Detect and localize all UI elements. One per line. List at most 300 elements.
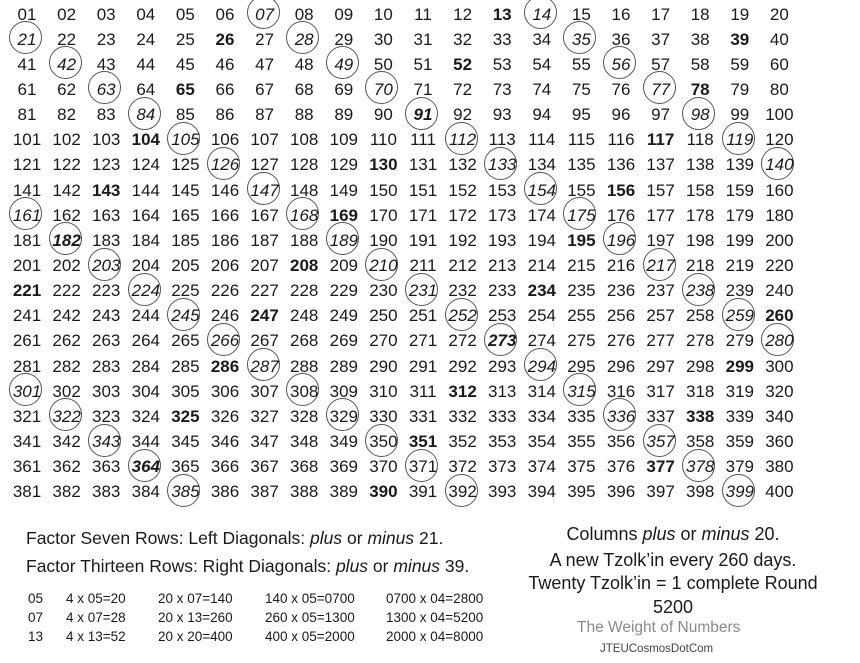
grid-number: 22 bbox=[57, 29, 77, 49]
grid-number: 194 bbox=[527, 230, 556, 250]
grid-number-circled: 140 bbox=[759, 152, 799, 177]
grid-number: 95 bbox=[571, 105, 591, 125]
table-cell: 4 x 05=20 bbox=[66, 591, 126, 606]
grid-number: 53 bbox=[492, 54, 512, 74]
grid-number: 18 bbox=[690, 4, 710, 24]
grid-number-circled: 84 bbox=[126, 102, 166, 127]
grid-number: 157 bbox=[646, 180, 675, 200]
grid-number: 340 bbox=[765, 406, 794, 426]
grid-number: 307 bbox=[250, 381, 279, 401]
grid-number: 169 bbox=[329, 205, 358, 225]
grid-number: 128 bbox=[290, 155, 319, 175]
grid-number: 291 bbox=[408, 356, 438, 376]
grid-number: 199 bbox=[725, 230, 754, 250]
grid-number: 43 bbox=[96, 54, 116, 74]
grid-number-circled: 210 bbox=[363, 253, 403, 278]
grid-number: 172 bbox=[448, 205, 477, 225]
grid-number: 297 bbox=[646, 356, 675, 376]
grid-number: 29 bbox=[334, 29, 354, 49]
grid-number: 365 bbox=[171, 457, 200, 477]
grid-number-circled: 329 bbox=[324, 404, 364, 429]
grid-number: 111 bbox=[410, 130, 436, 150]
grid-number: 117 bbox=[646, 130, 675, 150]
grid-number: 02 bbox=[57, 4, 77, 24]
grid-number: 80 bbox=[769, 79, 789, 99]
grid-number: 327 bbox=[250, 406, 279, 426]
grid-number: 66 bbox=[215, 79, 235, 99]
grid-number: 271 bbox=[408, 331, 438, 351]
grid-number: 113 bbox=[488, 130, 516, 150]
grid-number: 317 bbox=[646, 381, 675, 401]
grid-number-circled: 196 bbox=[601, 228, 641, 253]
grid-number: 212 bbox=[448, 256, 477, 275]
grid-number: 74 bbox=[532, 79, 552, 99]
grid-number: 173 bbox=[488, 205, 517, 225]
grid-number: 358 bbox=[686, 432, 715, 452]
grid-number: 305 bbox=[171, 381, 200, 401]
grid-number: 366 bbox=[210, 457, 240, 477]
grid-number-circled: 77 bbox=[641, 77, 681, 102]
grid-number-circled: 126 bbox=[205, 152, 245, 177]
table-cell: 2000 x 04=8000 bbox=[386, 629, 484, 644]
grid-number: 391 bbox=[408, 482, 438, 502]
grid-number: 58 bbox=[690, 54, 710, 74]
grid-number: 286 bbox=[210, 356, 240, 376]
grid-number: 159 bbox=[725, 180, 754, 200]
grid-number: 83 bbox=[96, 105, 116, 125]
grid-number-circled: 336 bbox=[601, 404, 641, 429]
grid-number: 193 bbox=[488, 230, 517, 250]
grid-number: 149 bbox=[329, 180, 358, 200]
grid-number: 237 bbox=[646, 281, 675, 301]
grid-number: 202 bbox=[52, 256, 81, 275]
grid-number: 299 bbox=[725, 356, 754, 376]
grid-number: 359 bbox=[725, 432, 754, 452]
grid-number: 76 bbox=[611, 79, 631, 99]
grid-number: 232 bbox=[448, 281, 477, 301]
grid-number: 178 bbox=[686, 205, 715, 225]
grid-number-circled: 56 bbox=[601, 52, 641, 77]
grid-number: 11 bbox=[414, 4, 432, 24]
grid-number: 107 bbox=[250, 130, 279, 150]
grid-number: 184 bbox=[131, 230, 160, 250]
grid-number: 121 bbox=[12, 155, 42, 175]
grid-number-circled: 203 bbox=[86, 253, 126, 278]
table-cell: 260 x 05=1300 bbox=[265, 610, 355, 625]
grid-number: 127 bbox=[250, 155, 279, 175]
grid-number: 57 bbox=[651, 54, 671, 74]
grid-number: 47 bbox=[255, 54, 275, 74]
table-cell: 0700 x 04=2800 bbox=[386, 591, 484, 606]
grid-number: 165 bbox=[171, 205, 200, 225]
grid-number: 292 bbox=[448, 356, 477, 376]
grid-number: 45 bbox=[175, 54, 195, 74]
grid-number: 138 bbox=[686, 155, 715, 175]
grid-number: 312 bbox=[448, 381, 477, 401]
grid-number: 260 bbox=[765, 306, 794, 326]
grid-number: 185 bbox=[171, 230, 200, 250]
grid-number: 377 bbox=[646, 457, 675, 477]
grid-number: 379 bbox=[725, 457, 754, 477]
grid-number: 207 bbox=[250, 256, 279, 275]
grid-number: 03 bbox=[96, 4, 116, 24]
grid-number: 326 bbox=[210, 406, 240, 426]
grid-number: 239 bbox=[725, 281, 754, 301]
grid-number: 201 bbox=[12, 256, 42, 275]
grid-number: 88 bbox=[294, 105, 314, 125]
grid-number: 356 bbox=[606, 432, 636, 452]
grid-number: 04 bbox=[136, 4, 156, 24]
grid-number-circled: 364 bbox=[126, 454, 166, 479]
table-cell: 4 x 07=28 bbox=[66, 610, 126, 625]
tzolkin-note: A new Tzolk’in every 260 days. bbox=[549, 550, 797, 570]
grid-number: 295 bbox=[567, 356, 596, 376]
grid-number: 118 bbox=[686, 130, 714, 150]
grid-number: 361 bbox=[12, 457, 42, 477]
grid-number: 253 bbox=[488, 306, 517, 326]
grid-number-circled: 07 bbox=[245, 2, 285, 27]
grid-number: 388 bbox=[290, 482, 319, 502]
grid-number: 97 bbox=[651, 105, 671, 125]
grid-number: 298 bbox=[686, 356, 715, 376]
grid-number: 152 bbox=[448, 180, 477, 200]
grid-number-circled: 392 bbox=[443, 479, 483, 504]
grid-number: 319 bbox=[725, 381, 754, 401]
grid-number: 334 bbox=[527, 406, 556, 426]
grid-number: 300 bbox=[765, 356, 794, 376]
grid-number: 302 bbox=[52, 381, 81, 401]
grid-number: 276 bbox=[606, 331, 636, 351]
grid-number: 332 bbox=[448, 406, 477, 426]
grid-number: 123 bbox=[92, 155, 121, 175]
grid-number: 269 bbox=[329, 331, 358, 351]
grid-number: 87 bbox=[255, 105, 275, 125]
grid-number-circled: 28 bbox=[284, 27, 324, 52]
grid-number: 85 bbox=[175, 105, 195, 125]
grid-number: 164 bbox=[131, 205, 160, 225]
grid-number: 397 bbox=[646, 482, 675, 502]
grid-number: 213 bbox=[488, 256, 517, 275]
grid-number: 145 bbox=[171, 180, 200, 200]
grid-number: 160 bbox=[765, 180, 794, 200]
grid-number: 277 bbox=[646, 331, 675, 351]
table-cell: 20 x 20=400 bbox=[158, 629, 233, 644]
grid-number-circled: 266 bbox=[205, 328, 245, 353]
grid-number: 156 bbox=[606, 180, 636, 200]
grid-number: 67 bbox=[255, 79, 275, 99]
grid-number: 369 bbox=[329, 457, 358, 477]
grid-number-circled: 231 bbox=[403, 278, 443, 303]
grid-number: 246 bbox=[210, 306, 240, 326]
grid-number-circled: 112 bbox=[443, 127, 483, 152]
grid-number: 05 bbox=[175, 4, 195, 24]
grid-number-circled: 175 bbox=[561, 203, 601, 228]
grid-number: 211 bbox=[409, 256, 437, 275]
grid-number: 325 bbox=[171, 406, 200, 426]
grid-number: 208 bbox=[290, 256, 319, 275]
grid-number-circled: 273 bbox=[482, 328, 522, 353]
grid-number: 204 bbox=[131, 256, 160, 275]
grid-number: 158 bbox=[686, 180, 715, 200]
grid-number: 396 bbox=[606, 482, 636, 502]
grid-number: 347 bbox=[250, 432, 279, 452]
grid-number: 311 bbox=[409, 381, 437, 401]
grid-number: 373 bbox=[488, 457, 517, 477]
footer-title: The Weight of Numbers bbox=[577, 619, 741, 636]
grid-number: 390 bbox=[369, 482, 398, 502]
grid-number: 268 bbox=[290, 331, 319, 351]
grid-number: 400 bbox=[765, 482, 794, 502]
grid-number-circled: 105 bbox=[165, 127, 205, 152]
grid-number: 124 bbox=[131, 155, 160, 175]
grid-number: 17 bbox=[651, 4, 671, 24]
grid-number-circled: 147 bbox=[245, 178, 285, 203]
grid-number-circled: 70 bbox=[363, 77, 403, 102]
grid-number: 131 bbox=[408, 155, 438, 175]
grid-number: 114 bbox=[528, 130, 556, 150]
grid-number: 355 bbox=[567, 432, 596, 452]
grid-number: 256 bbox=[606, 306, 636, 326]
grid-number-circled: 399 bbox=[720, 479, 760, 504]
table-cell: 400 x 05=2000 bbox=[265, 629, 355, 644]
grid-number-circled: 385 bbox=[165, 479, 205, 504]
grid-number: 116 bbox=[607, 130, 635, 150]
grid-number: 230 bbox=[369, 281, 398, 301]
grid-number: 306 bbox=[210, 381, 240, 401]
grid-number: 310 bbox=[369, 381, 398, 401]
grid-number-circled: 378 bbox=[680, 454, 720, 479]
grid-number: 20 bbox=[769, 4, 789, 24]
grid-number: 316 bbox=[606, 381, 636, 401]
grid-number: 333 bbox=[488, 406, 517, 426]
grid-number-circled: 245 bbox=[165, 303, 205, 328]
grid-number: 309 bbox=[329, 381, 358, 401]
grid-number-circled: 259 bbox=[720, 303, 760, 328]
grid-number: 102 bbox=[52, 130, 81, 150]
grid-number: 374 bbox=[527, 457, 556, 477]
footer-site: JTEUCosmosDotCom bbox=[600, 643, 714, 655]
grid-number: 188 bbox=[290, 230, 319, 250]
round-total: 5200 bbox=[652, 597, 694, 617]
grid-number: 226 bbox=[210, 281, 240, 301]
grid-number: 73 bbox=[492, 79, 512, 99]
grid-number: 141 bbox=[12, 180, 42, 200]
grid-number-circled: 308 bbox=[284, 379, 324, 404]
grid-number: 395 bbox=[567, 482, 596, 502]
grid-number: 13 bbox=[492, 4, 512, 24]
grid-number: 387 bbox=[250, 482, 279, 502]
table-cell: 1300 x 04=5200 bbox=[386, 610, 484, 625]
grid-number: 68 bbox=[294, 79, 314, 99]
grid-number: 06 bbox=[215, 4, 235, 24]
grid-number: 360 bbox=[765, 432, 794, 452]
grid-number: 195 bbox=[567, 230, 596, 250]
grid-number-circled: 217 bbox=[641, 253, 681, 278]
grid-number: 79 bbox=[730, 79, 750, 99]
grid-number: 100 bbox=[765, 105, 794, 125]
grid-number: 370 bbox=[369, 457, 398, 477]
grid-number-circled: 42 bbox=[47, 52, 87, 77]
grid-number: 75 bbox=[571, 79, 591, 99]
grid-number: 177 bbox=[646, 205, 675, 225]
grid-number: 38 bbox=[690, 29, 710, 49]
grid-number: 142 bbox=[52, 180, 81, 200]
grid-number: 398 bbox=[686, 482, 715, 502]
grid-number: 262 bbox=[52, 331, 81, 351]
grid-number-circled: 119 bbox=[720, 127, 760, 152]
grid-number: 78 bbox=[690, 79, 710, 99]
grid-number: 380 bbox=[765, 457, 794, 477]
grid-number-circled: 63 bbox=[86, 77, 126, 102]
grid-number: 386 bbox=[210, 482, 240, 502]
grid-number: 290 bbox=[369, 356, 398, 376]
grid-number: 320 bbox=[765, 381, 794, 401]
grid-number: 137 bbox=[646, 155, 675, 175]
grid-number: 16 bbox=[611, 4, 631, 24]
grid-number: 337 bbox=[646, 406, 675, 426]
grid-number: 244 bbox=[131, 306, 160, 326]
grid-number-circled: 21 bbox=[7, 27, 47, 52]
grid-number: 08 bbox=[294, 4, 314, 24]
grid-number: 55 bbox=[571, 54, 591, 74]
grid-number: 40 bbox=[769, 29, 789, 49]
grid-number: 376 bbox=[606, 457, 636, 477]
grid-number: 228 bbox=[290, 281, 319, 301]
grid-number-circled: 322 bbox=[47, 404, 87, 429]
grid-number: 134 bbox=[527, 155, 556, 175]
grid-number: 219 bbox=[725, 256, 754, 275]
round-note: Twenty Tzolk’in = 1 complete Round bbox=[528, 573, 818, 593]
grid-number: 243 bbox=[92, 306, 121, 326]
grid-number: 109 bbox=[329, 130, 358, 150]
grid-number: 181 bbox=[12, 230, 42, 250]
grid-number-circled: 35 bbox=[561, 27, 601, 52]
grid-number: 92 bbox=[453, 105, 473, 125]
grid-number: 150 bbox=[369, 180, 398, 200]
grid-number: 187 bbox=[250, 230, 279, 250]
columns-rule: Columns plus or minus 20. bbox=[566, 524, 780, 544]
grid-number: 250 bbox=[369, 306, 398, 326]
grid-number: 23 bbox=[96, 29, 116, 49]
grid-number: 353 bbox=[488, 432, 517, 452]
grid-number: 328 bbox=[290, 406, 319, 426]
table-cell: 4 x 13=52 bbox=[66, 629, 126, 644]
grid-number: 52 bbox=[453, 54, 473, 74]
grid-number: 15 bbox=[571, 4, 591, 24]
grid-number: 50 bbox=[373, 54, 393, 74]
grid-number: 101 bbox=[12, 130, 42, 150]
grid-number: 132 bbox=[448, 155, 477, 175]
grid-number: 120 bbox=[765, 130, 794, 150]
grid-number: 192 bbox=[448, 230, 477, 250]
grid-number: 304 bbox=[131, 381, 160, 401]
grid-number: 274 bbox=[527, 331, 556, 351]
grid-number: 215 bbox=[567, 256, 596, 275]
grid-number: 129 bbox=[329, 155, 358, 175]
grid-number: 384 bbox=[131, 482, 160, 502]
grid-number-circled: 238 bbox=[680, 278, 720, 303]
grid-number: 283 bbox=[92, 356, 121, 376]
grid-number: 89 bbox=[334, 105, 354, 125]
grid-number: 275 bbox=[567, 331, 596, 351]
grid-number: 171 bbox=[408, 205, 438, 225]
grid-number-circled: 280 bbox=[759, 328, 799, 353]
grid-number: 282 bbox=[52, 356, 81, 376]
grid-number: 394 bbox=[527, 482, 556, 502]
grid-number: 136 bbox=[606, 155, 636, 175]
grid-number: 54 bbox=[532, 54, 552, 74]
grid-number: 381 bbox=[12, 482, 42, 502]
grid-number: 179 bbox=[725, 205, 754, 225]
grid-number: 288 bbox=[290, 356, 319, 376]
grid-number: 321 bbox=[12, 406, 42, 426]
grid-number: 285 bbox=[171, 356, 200, 376]
grid-number: 130 bbox=[369, 155, 398, 175]
grid-number: 270 bbox=[369, 331, 398, 351]
grid-number: 348 bbox=[290, 432, 319, 452]
grid-number: 19 bbox=[730, 4, 750, 24]
grid-number: 247 bbox=[250, 306, 279, 326]
grid-number-circled: 49 bbox=[324, 52, 364, 77]
grid-number: 33 bbox=[492, 29, 512, 49]
grid-number: 25 bbox=[175, 29, 195, 49]
grid-number: 31 bbox=[413, 29, 433, 49]
grid-number: 12 bbox=[453, 4, 473, 24]
grid-number: 139 bbox=[725, 155, 754, 175]
grid-number-circled: 301 bbox=[7, 379, 47, 404]
grid-number: 257 bbox=[646, 306, 675, 326]
grid-number: 24 bbox=[136, 29, 156, 49]
grid-number: 110 bbox=[369, 130, 397, 150]
grid-number: 190 bbox=[369, 230, 398, 250]
grid-number: 93 bbox=[492, 105, 512, 125]
grid-number: 278 bbox=[686, 331, 715, 351]
grid-number: 303 bbox=[92, 381, 121, 401]
grid-number: 255 bbox=[567, 306, 596, 326]
table-cell: 20 x 13=260 bbox=[158, 610, 233, 625]
grid-number: 151 bbox=[408, 180, 438, 200]
grid-number: 46 bbox=[215, 54, 235, 74]
grid-number: 324 bbox=[131, 406, 160, 426]
grid-number: 265 bbox=[171, 331, 200, 351]
grid-number: 90 bbox=[373, 105, 393, 125]
grid-number: 200 bbox=[765, 230, 794, 250]
grid-number: 30 bbox=[373, 29, 393, 49]
grid-number-circled: 287 bbox=[245, 354, 285, 379]
grid-number: 272 bbox=[448, 331, 477, 351]
grid-number: 284 bbox=[131, 356, 160, 376]
grid-number: 155 bbox=[567, 180, 596, 200]
grid-number: 125 bbox=[171, 155, 200, 175]
grid-number-circled: 189 bbox=[324, 228, 364, 253]
factor-thirteen-rule: Factor Thirteen Rows: Right Diagonals: plus or minus 39. bbox=[26, 556, 470, 576]
grid-number: 221 bbox=[12, 281, 42, 301]
grid-number: 44 bbox=[136, 54, 156, 74]
grid-number: 235 bbox=[567, 281, 596, 301]
grid-number: 122 bbox=[52, 155, 81, 175]
grid-number: 206 bbox=[210, 256, 240, 275]
grid-number: 146 bbox=[210, 180, 240, 200]
grid-number: 345 bbox=[171, 432, 200, 452]
table-cell: 140 x 05=0700 bbox=[265, 591, 355, 606]
grid-number: 163 bbox=[92, 205, 121, 225]
grid-number: 220 bbox=[765, 256, 794, 275]
grid-number: 352 bbox=[448, 432, 477, 452]
grid-number: 242 bbox=[52, 306, 81, 326]
grid-number: 01 bbox=[17, 4, 37, 24]
grid-number: 183 bbox=[92, 230, 121, 250]
grid-number: 198 bbox=[686, 230, 715, 250]
